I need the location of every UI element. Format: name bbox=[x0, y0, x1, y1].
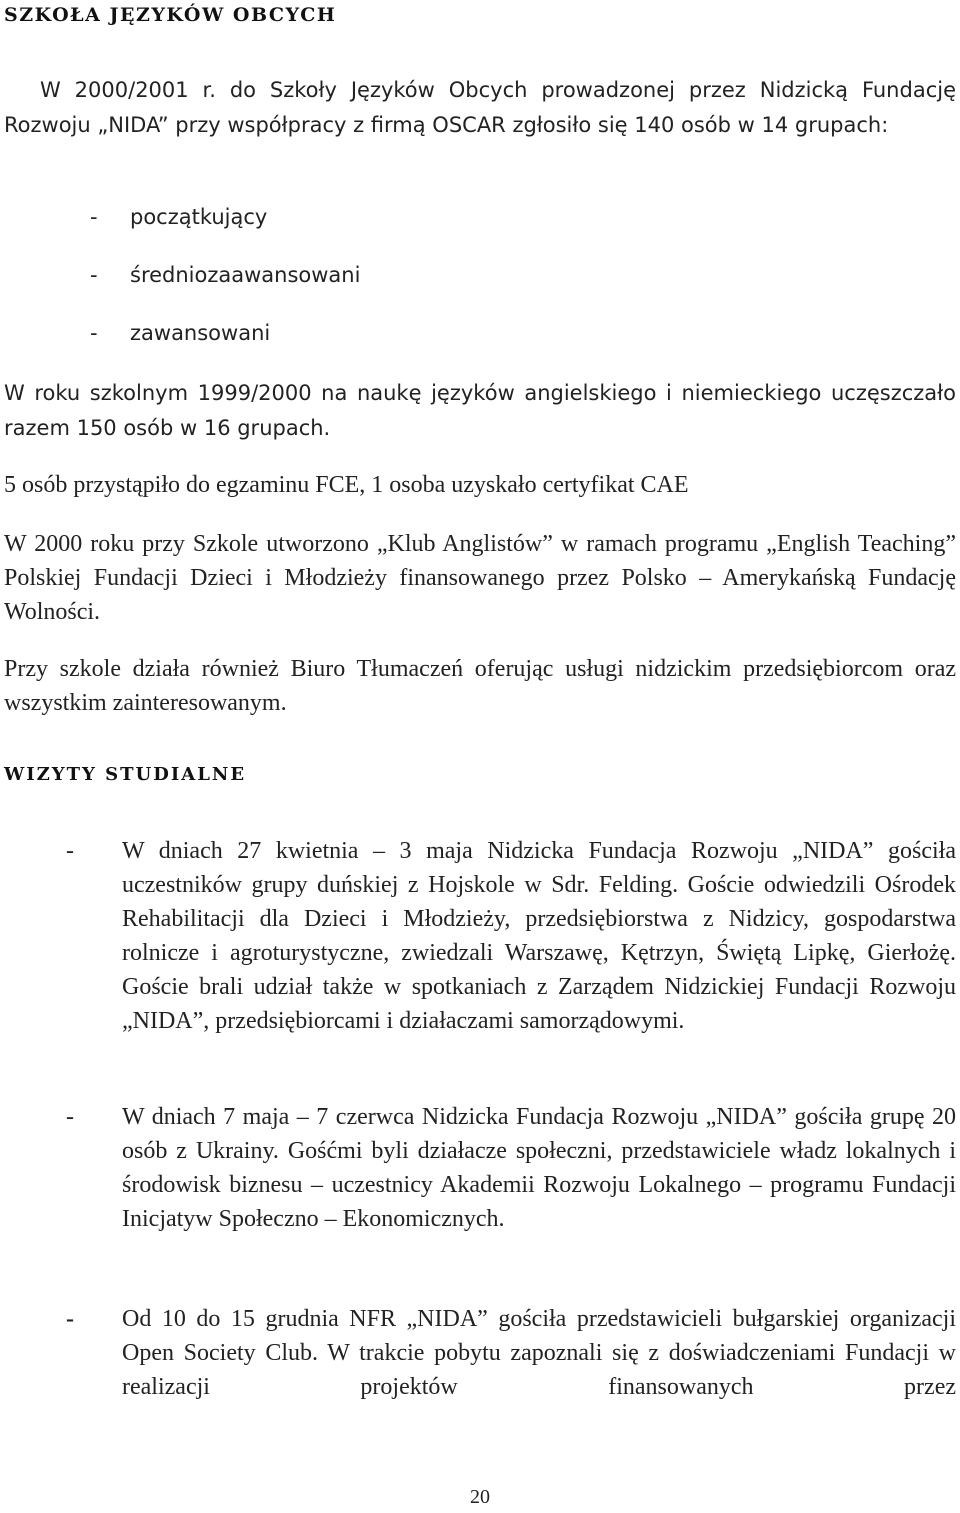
level-label: zawansowani bbox=[130, 321, 271, 345]
club-paragraph: W 2000 roku przy Szkole utworzono „Klub Anglistów” w ramach programu „English Teaching” Polskiej Fundacji Dzieci i Młodzieży finansowanego przez Polsko – Amerykańską Fundację Wolności. bbox=[4, 531, 956, 625]
dash-bullet: - bbox=[90, 205, 98, 229]
visit-item bbox=[66, 1302, 956, 1404]
section-heading-study-visits: WIZYTY STUDIALNE bbox=[4, 764, 247, 785]
visit-text: W dniach 27 kwietnia – 3 maja Nidzicka Fundacja Rozwoju „NIDA” gościła uczestników grupy duńskiej z Hojskole w Sdr. Felding. Goście odwiedzili Ośrodek Rehabilitacji dla Dzieci i Młodzieży, przedsiębiorstwa z Nidzicy, gospodarstwa rolnicze i agroturystyczne, zwiedzali Warszawę, Kętrzyn, Świętą Lipkę, Gierłożę. Goście brali udział także w spotkaniach z Zarządem Nidzickiej Fundacji Rozwoju „NIDA”, przedsiębiorcami i działaczami samorządowymi. bbox=[122, 838, 956, 1034]
year-summary-paragraph: W roku szkolnym 1999/2000 na naukę języków angielskiego i niemieckiego uczęszczało razem 150 osób w 16 grupach. bbox=[4, 381, 956, 440]
page-number: 20 bbox=[470, 1486, 490, 1508]
visit-text: Od 10 do 15 grudnia NFR „NIDA” gościła przedstawicieli bułgarskiej organizacji Open Society Club. W trakcie pobytu zapoznali się z doświadczeniami Fundacji w realizacji projektów finansowanych przez bbox=[122, 1306, 956, 1400]
visit-item bbox=[66, 1100, 956, 1236]
visit-item bbox=[66, 834, 956, 1038]
bureau-paragraph: Przy szkole działa również Biuro Tłumaczeń oferując usługi nidzickim przedsiębiorcom oraz wszystkim zainteresowanym. bbox=[4, 656, 956, 716]
list-item bbox=[86, 258, 360, 316]
dash-bullet: - bbox=[90, 263, 98, 287]
list-item bbox=[86, 316, 360, 374]
level-list bbox=[86, 200, 360, 374]
list-item bbox=[86, 200, 360, 258]
dash-bullet: - bbox=[66, 838, 74, 864]
dash-bullet: - bbox=[90, 321, 98, 345]
dash-bullet: - bbox=[66, 1104, 74, 1130]
level-label: średniozaawansowani bbox=[130, 263, 361, 287]
section-heading-language-school: SZKOŁA JĘZYKÓW OBCYCH bbox=[4, 4, 337, 26]
exam-paragraph: 5 osób przystąpiło do egzaminu FCE, 1 osoba uzyskało certyfikat CAE bbox=[4, 472, 689, 498]
intro-paragraph: W 2000/2001 r. do Szkoły Języków Obcych prowadzonej przez Nidzicką Fundację Rozwoju „NIDA” przy współpracy z firmą OSCAR zgłosiło się 140 osób w 14 grupach: bbox=[4, 78, 956, 137]
visit-text: W dniach 7 maja – 7 czerwca Nidzicka Fundacja Rozwoju „NIDA” gościła grupę 20 osób z Ukrainy. Gośćmi byli działacze społeczni, przedstawiciele władz lokalnych i środowisk biznesu – uczestnicy Akademii Rozwoju Lokalnego – programu Fundacji Inicjatyw Społeczno – Ekonomicznych. bbox=[122, 1104, 956, 1232]
dash-bullet: - bbox=[66, 1306, 74, 1332]
level-label: początkujący bbox=[130, 205, 268, 229]
